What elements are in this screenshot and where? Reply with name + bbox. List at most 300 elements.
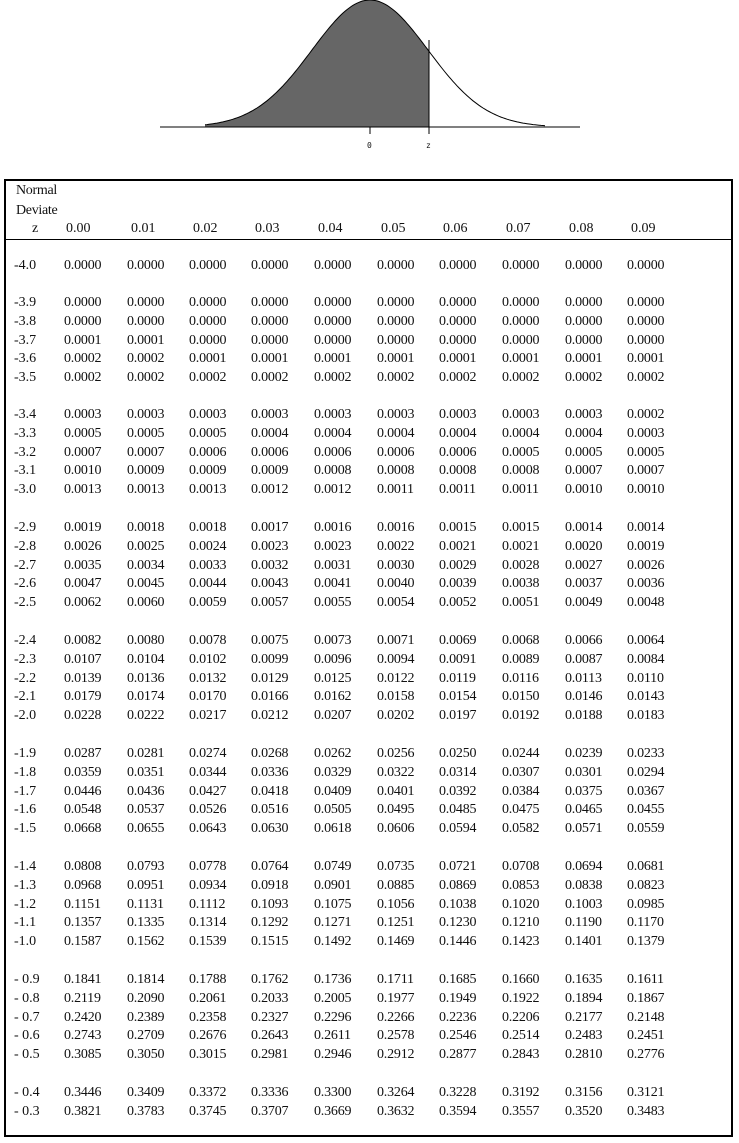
probability-cell: 0.0087	[565, 651, 603, 667]
z-value: -3.2	[14, 444, 37, 460]
probability-cell: 0.0968	[64, 877, 102, 893]
probability-cell: 0.0045	[127, 576, 165, 592]
probability-cell: 0.0000	[251, 332, 289, 348]
probability-cell: 0.0136	[127, 670, 165, 686]
probability-cell: 0.2776	[627, 1047, 665, 1063]
probability-cell: 0.0003	[377, 407, 415, 422]
probability-cell: 0.1660	[502, 972, 540, 987]
probability-cell: 0.0119	[439, 670, 476, 686]
probability-cell: 0.0004	[377, 425, 415, 441]
probability-cell: 0.0003	[127, 407, 165, 422]
probability-cell: 0.1230	[439, 915, 477, 931]
z-value: -1.3	[14, 877, 37, 893]
column-header: 0.07	[506, 221, 531, 236]
probability-cell: 0.2743	[64, 1028, 102, 1044]
z-value: -3.6	[14, 351, 37, 367]
probability-cell: 0.1446	[439, 934, 477, 950]
probability-cell: 0.3520	[565, 1103, 603, 1119]
probability-cell: 0.0000	[627, 313, 665, 329]
z-value: -1.0	[14, 934, 37, 950]
probability-cell: 0.0078	[189, 633, 227, 648]
probability-cell: 0.0000	[251, 295, 289, 310]
probability-cell: 0.0018	[127, 520, 165, 535]
probability-cell: 0.0559	[627, 821, 665, 837]
probability-cell: 0.0183	[627, 708, 665, 724]
probability-cell: 0.0808	[64, 859, 102, 874]
probability-cell: 0.0003	[627, 425, 665, 441]
z-value: -2.6	[14, 576, 37, 592]
probability-cell: 0.1038	[439, 896, 477, 912]
probability-cell: 0.0122	[377, 670, 415, 686]
probability-cell: 0.0526	[189, 802, 227, 818]
probability-cell: 0.2236	[439, 1009, 477, 1025]
probability-cell: 0.2177	[565, 1009, 603, 1025]
probability-cell: 0.0000	[251, 313, 289, 329]
z-value: -2.5	[14, 595, 37, 611]
probability-cell: 0.0003	[565, 407, 603, 422]
probability-cell: 0.0465	[565, 802, 603, 818]
probability-cell: 0.2033	[251, 990, 289, 1006]
shaded-tail-area	[205, 0, 429, 127]
probability-cell: 0.1841	[64, 972, 102, 987]
probability-cell: 0.0146	[565, 689, 603, 705]
probability-cell: 0.0427	[189, 783, 227, 799]
probability-cell: 0.0384	[502, 783, 540, 799]
probability-cell: 0.0655	[127, 821, 165, 837]
probability-cell: 0.0026	[64, 538, 102, 554]
probability-cell: 0.0002	[627, 370, 665, 386]
column-header: 0.08	[569, 221, 594, 236]
probability-cell: 0.0032	[251, 557, 289, 573]
probability-cell: 0.0000	[565, 258, 603, 273]
probability-cell: 0.0104	[127, 651, 165, 667]
probability-cell: 0.0735	[377, 859, 415, 874]
z-value: -1.2	[14, 896, 37, 912]
probability-cell: 0.0000	[502, 295, 540, 310]
probability-cell: 0.0023	[251, 538, 289, 554]
probability-cell: 0.0166	[251, 689, 289, 705]
probability-cell: 0.0001	[565, 351, 603, 367]
z-value: - 0.9	[14, 972, 40, 987]
probability-cell: 0.0274	[189, 746, 227, 761]
z-value: - 0.3	[14, 1103, 40, 1119]
probability-cell: 0.0322	[377, 764, 415, 780]
probability-cell: 0.3669	[314, 1103, 352, 1119]
probability-cell: 0.0004	[314, 425, 352, 441]
probability-cell: 0.1492	[314, 934, 352, 950]
probability-cell: 0.0823	[627, 877, 665, 893]
probability-cell: 0.0028	[502, 557, 540, 573]
z-value: - 0.4	[14, 1085, 40, 1100]
probability-cell: 0.0040	[377, 576, 415, 592]
z-value: -2.7	[14, 557, 37, 573]
probability-cell: 0.0125	[314, 670, 352, 686]
probability-cell: 0.0001	[189, 351, 227, 367]
probability-cell: 0.1020	[502, 896, 540, 912]
probability-cell: 0.0003	[314, 407, 352, 422]
probability-cell: 0.0035	[64, 557, 102, 573]
probability-cell: 0.0000	[127, 258, 165, 273]
probability-cell: 0.1003	[565, 896, 603, 912]
probability-cell: 0.0096	[314, 651, 352, 667]
probability-cell: 0.0359	[64, 764, 102, 780]
probability-cell: 0.1056	[377, 896, 415, 912]
probability-cell: 0.0066	[565, 633, 603, 648]
probability-cell: 0.3557	[502, 1103, 540, 1119]
probability-cell: 0.0000	[627, 332, 665, 348]
probability-cell: 0.0000	[439, 332, 477, 348]
z-value: -1.9	[14, 746, 37, 761]
probability-cell: 0.0023	[314, 538, 352, 554]
probability-cell: 0.1210	[502, 915, 540, 931]
probability-cell: 0.0212	[251, 708, 289, 724]
probability-cell: 0.0060	[127, 595, 165, 611]
z-value: -2.0	[14, 708, 37, 724]
probability-cell: 0.1894	[565, 990, 603, 1006]
probability-cell: 0.0233	[627, 746, 665, 761]
probability-cell: 0.0000	[64, 295, 102, 310]
probability-cell: 0.3121	[627, 1085, 665, 1100]
column-header: 0.04	[318, 221, 343, 236]
probability-cell: 0.0071	[377, 633, 415, 648]
probability-cell: 0.0007	[64, 444, 102, 460]
probability-cell: 0.0002	[439, 370, 477, 386]
z-value: -2.2	[14, 670, 37, 686]
probability-cell: 0.3300	[314, 1085, 352, 1100]
probability-cell: 0.0075	[251, 633, 289, 648]
probability-cell: 0.0003	[502, 407, 540, 422]
probability-cell: 0.0107	[64, 651, 102, 667]
probability-cell: 0.3336	[251, 1085, 289, 1100]
z-value: -2.1	[14, 689, 37, 705]
probability-cell: 0.0002	[127, 370, 165, 386]
probability-cell: 0.0011	[502, 482, 539, 498]
probability-cell: 0.0188	[565, 708, 603, 724]
probability-cell: 0.1401	[565, 934, 603, 950]
header-deviate: Deviate	[16, 203, 58, 218]
probability-cell: 0.0582	[502, 821, 540, 837]
probability-cell: 0.0281	[127, 746, 165, 761]
probability-cell: 0.0009	[127, 463, 165, 479]
probability-cell: 0.0036	[627, 576, 665, 592]
probability-cell: 0.0041	[314, 576, 352, 592]
probability-cell: 0.0268	[251, 746, 289, 761]
probability-cell: 0.2451	[627, 1028, 665, 1044]
probability-cell: 0.0012	[314, 482, 352, 498]
probability-cell: 0.0571	[565, 821, 603, 837]
probability-cell: 0.3707	[251, 1103, 289, 1119]
probability-cell: 0.0048	[627, 595, 665, 611]
probability-cell: 0.0132	[189, 670, 227, 686]
probability-cell: 0.0001	[627, 351, 665, 367]
probability-cell: 0.0000	[189, 332, 227, 348]
probability-cell: 0.0197	[439, 708, 477, 724]
probability-cell: 0.0778	[189, 859, 227, 874]
probability-cell: 0.0495	[377, 802, 415, 818]
probability-cell: 0.0367	[627, 783, 665, 799]
probability-cell: 0.0262	[314, 746, 352, 761]
probability-cell: 0.0057	[251, 595, 289, 611]
probability-cell: 0.0000	[439, 313, 477, 329]
probability-cell: 0.0606	[377, 821, 415, 837]
probability-cell: 0.0244	[502, 746, 540, 761]
probability-cell: 0.0294	[627, 764, 665, 780]
curve-label-zero: 0	[367, 141, 372, 150]
probability-cell: 0.0000	[439, 258, 477, 273]
probability-cell: 0.0052	[439, 595, 477, 611]
probability-cell: 0.0011	[439, 482, 476, 498]
probability-cell: 0.1949	[439, 990, 477, 1006]
probability-cell: 0.0000	[314, 295, 352, 310]
probability-cell: 0.0007	[627, 463, 665, 479]
probability-cell: 0.0006	[314, 444, 352, 460]
probability-cell: 0.2981	[251, 1047, 289, 1063]
probability-cell: 0.0548	[64, 802, 102, 818]
probability-cell: 0.0853	[502, 877, 540, 893]
probability-cell: 0.0681	[627, 859, 665, 874]
probability-cell: 0.0668	[64, 821, 102, 837]
z-value: -1.5	[14, 821, 37, 837]
probability-cell: 0.0006	[251, 444, 289, 460]
probability-cell: 0.0192	[502, 708, 540, 724]
probability-cell: 0.0375	[565, 783, 603, 799]
probability-cell: 0.0002	[314, 370, 352, 386]
probability-cell: 0.0001	[502, 351, 540, 367]
probability-cell: 0.0025	[127, 538, 165, 554]
probability-cell: 0.3783	[127, 1103, 165, 1119]
probability-cell: 0.0158	[377, 689, 415, 705]
probability-cell: 0.1379	[627, 934, 665, 950]
probability-cell: 0.0436	[127, 783, 165, 799]
probability-cell: 0.1788	[189, 972, 227, 987]
probability-cell: 0.3632	[377, 1103, 415, 1119]
probability-cell: 0.1271	[314, 915, 352, 931]
probability-cell: 0.0009	[251, 463, 289, 479]
z-value: -3.4	[14, 407, 37, 422]
probability-cell: 0.1093	[251, 896, 289, 912]
probability-cell: 0.0000	[565, 295, 603, 310]
probability-cell: 0.1112	[189, 896, 226, 912]
probability-cell: 0.1539	[189, 934, 227, 950]
probability-cell: 0.0007	[565, 463, 603, 479]
probability-cell: 0.0024	[189, 538, 227, 554]
probability-cell: 0.0228	[64, 708, 102, 724]
probability-cell: 0.0001	[377, 351, 415, 367]
probability-cell: 0.0000	[377, 313, 415, 329]
probability-cell: 0.0000	[377, 332, 415, 348]
probability-cell: 0.0049	[565, 595, 603, 611]
probability-cell: 0.0084	[627, 651, 665, 667]
probability-cell: 0.1635	[565, 972, 603, 987]
probability-cell: 0.0869	[439, 877, 477, 893]
probability-cell: 0.0838	[565, 877, 603, 893]
z-value: -1.7	[14, 783, 37, 799]
probability-cell: 0.0055	[314, 595, 352, 611]
probability-cell: 0.3483	[627, 1103, 665, 1119]
probability-cell: 0.0047	[64, 576, 102, 592]
probability-cell: 0.0485	[439, 802, 477, 818]
probability-cell: 0.3050	[127, 1047, 165, 1063]
z-value: - 0.5	[14, 1047, 40, 1063]
probability-cell: 0.0037	[565, 576, 603, 592]
probability-cell: 0.0094	[377, 651, 415, 667]
probability-cell: 0.0749	[314, 859, 352, 874]
probability-cell: 0.2206	[502, 1009, 540, 1025]
probability-cell: 0.0004	[502, 425, 540, 441]
probability-cell: 0.0039	[439, 576, 477, 592]
column-header: 0.06	[443, 221, 468, 236]
probability-cell: 0.0003	[64, 407, 102, 422]
probability-cell: 0.0013	[64, 482, 102, 498]
probability-cell: 0.3821	[64, 1103, 102, 1119]
probability-cell: 0.3446	[64, 1085, 102, 1100]
probability-cell: 0.0009	[189, 463, 227, 479]
probability-cell: 0.0630	[251, 821, 289, 837]
probability-cell: 0.0002	[565, 370, 603, 386]
column-header: 0.00	[66, 221, 91, 236]
probability-cell: 0.3015	[189, 1047, 227, 1063]
probability-cell: 0.0207	[314, 708, 352, 724]
probability-cell: 0.2061	[189, 990, 227, 1006]
probability-cell: 0.2611	[314, 1028, 351, 1044]
probability-cell: 0.0708	[502, 859, 540, 874]
probability-cell: 0.0019	[64, 520, 102, 535]
column-header: 0.02	[193, 221, 218, 236]
probability-cell: 0.1867	[627, 990, 665, 1006]
probability-cell: 0.0918	[251, 877, 289, 893]
z-value: -2.8	[14, 538, 37, 554]
z-value: -1.8	[14, 764, 37, 780]
probability-cell: 0.2810	[565, 1047, 603, 1063]
probability-cell: 0.1292	[251, 915, 289, 931]
probability-cell: 0.1515	[251, 934, 289, 950]
probability-cell: 0.3594	[439, 1103, 477, 1119]
probability-cell: 0.3156	[565, 1085, 603, 1100]
probability-cell: 0.2514	[502, 1028, 540, 1044]
probability-cell: 0.2578	[377, 1028, 415, 1044]
probability-cell: 0.0000	[314, 258, 352, 273]
probability-cell: 0.0069	[439, 633, 477, 648]
probability-cell: 0.0250	[439, 746, 477, 761]
probability-cell: 0.0793	[127, 859, 165, 874]
probability-cell: 0.1562	[127, 934, 165, 950]
probability-cell: 0.0643	[189, 821, 227, 837]
probability-cell: 0.1075	[314, 896, 352, 912]
z-value: -3.0	[14, 482, 37, 498]
probability-cell: 0.0000	[502, 332, 540, 348]
probability-cell: 0.0014	[565, 520, 603, 535]
probability-cell: 0.0000	[127, 295, 165, 310]
probability-cell: 0.1611	[627, 972, 664, 987]
z-value: -1.6	[14, 802, 37, 818]
z-value: -1.4	[14, 859, 37, 874]
header-normal: Normal	[16, 183, 57, 198]
z-value: -2.3	[14, 651, 37, 667]
probability-cell: 0.2709	[127, 1028, 165, 1044]
probability-cell: 0.0015	[502, 520, 540, 535]
probability-cell: 0.0139	[64, 670, 102, 686]
probability-cell: 0.0043	[251, 576, 289, 592]
z-value: -3.8	[14, 313, 37, 329]
probability-cell: 0.0008	[314, 463, 352, 479]
probability-cell: 0.1423	[502, 934, 540, 950]
probability-cell: 0.0001	[314, 351, 352, 367]
probability-cell: 0.0054	[377, 595, 415, 611]
probability-cell: 0.2358	[189, 1009, 227, 1025]
probability-cell: 0.0000	[565, 332, 603, 348]
z-value: -3.1	[14, 463, 37, 479]
probability-cell: 0.0000	[189, 295, 227, 310]
probability-cell: 0.0002	[377, 370, 415, 386]
probability-cell: 0.0217	[189, 708, 227, 724]
probability-cell: 0.0002	[127, 351, 165, 367]
z-value: -1.1	[14, 915, 37, 931]
probability-cell: 0.0031	[314, 557, 352, 573]
probability-cell: 0.1190	[565, 915, 602, 931]
probability-cell: 0.0005	[64, 425, 102, 441]
column-header: 0.09	[631, 221, 656, 236]
probability-cell: 0.2266	[377, 1009, 415, 1025]
probability-cell: 0.0505	[314, 802, 352, 818]
probability-cell: 0.0044	[189, 576, 227, 592]
column-header: 0.03	[255, 221, 280, 236]
probability-cell: 0.2643	[251, 1028, 289, 1044]
probability-cell: 0.0418	[251, 783, 289, 799]
probability-cell: 0.0455	[627, 802, 665, 818]
probability-cell: 0.2119	[64, 990, 101, 1006]
probability-cell: 0.0344	[189, 764, 227, 780]
probability-cell: 0.0000	[251, 258, 289, 273]
probability-cell: 0.0000	[627, 295, 665, 310]
probability-cell: 0.0002	[627, 407, 665, 422]
probability-cell: 0.0287	[64, 746, 102, 761]
probability-cell: 0.3372	[189, 1085, 227, 1100]
probability-cell: 0.0000	[64, 313, 102, 329]
probability-cell: 0.0010	[64, 463, 102, 479]
probability-cell: 0.0314	[439, 764, 477, 780]
probability-cell: 0.0005	[189, 425, 227, 441]
probability-cell: 0.1922	[502, 990, 540, 1006]
probability-cell: 0.0082	[64, 633, 102, 648]
probability-cell: 0.0016	[377, 520, 415, 535]
probability-cell: 0.0351	[127, 764, 165, 780]
probability-cell: 0.0073	[314, 633, 352, 648]
probability-cell: 0.0102	[189, 651, 227, 667]
probability-cell: 0.0336	[251, 764, 289, 780]
probability-cell: 0.0301	[565, 764, 603, 780]
probability-cell: 0.0002	[502, 370, 540, 386]
probability-cell: 0.0000	[377, 258, 415, 273]
probability-cell: 0.0018	[189, 520, 227, 535]
probability-cell: 0.0000	[189, 313, 227, 329]
probability-cell: 0.0029	[439, 557, 477, 573]
probability-cell: 0.0721	[439, 859, 477, 874]
probability-cell: 0.0162	[314, 689, 352, 705]
probability-cell: 0.0885	[377, 877, 415, 893]
probability-cell: 0.0004	[251, 425, 289, 441]
probability-cell: 0.0016	[314, 520, 352, 535]
probability-cell: 0.0000	[189, 258, 227, 273]
probability-cell: 0.0154	[439, 689, 477, 705]
probability-cell: 0.0005	[127, 425, 165, 441]
probability-cell: 0.1151	[64, 896, 101, 912]
probability-cell: 0.1357	[64, 915, 102, 931]
probability-cell: 0.0026	[627, 557, 665, 573]
probability-cell: 0.0116	[502, 670, 539, 686]
probability-cell: 0.0005	[627, 444, 665, 460]
probability-cell: 0.0064	[627, 633, 665, 648]
probability-cell: 0.0022	[377, 538, 415, 554]
